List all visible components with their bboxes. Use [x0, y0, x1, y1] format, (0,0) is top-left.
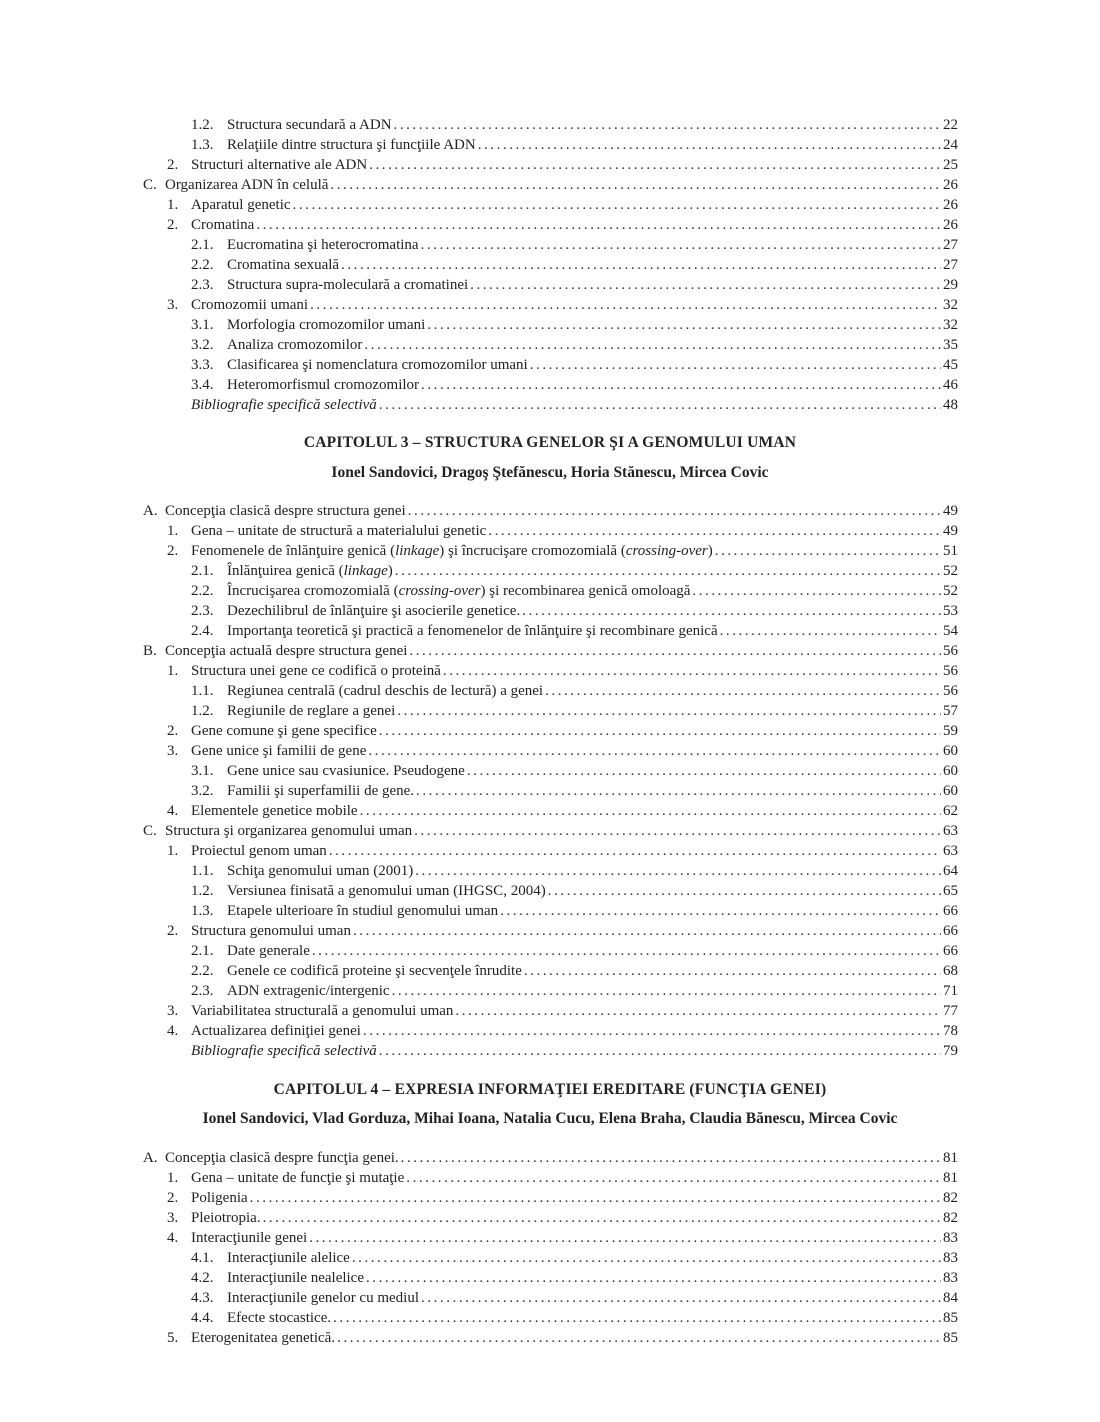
- toc-entry-number: 2.1.: [191, 943, 214, 959]
- toc-entry-number: 2.: [167, 543, 179, 559]
- toc-entry-label: Bibliografie specifică selectivă: [191, 1043, 377, 1059]
- toc-entry-label: Regiunea centrală (cadrul deschis de lectură) a genei: [227, 683, 544, 699]
- toc-entry-label: Eucromatina şi heterocromatina: [227, 237, 419, 253]
- toc-entry-number: 1.2.: [191, 117, 214, 133]
- toc-entry-page-number: 62: [943, 803, 958, 819]
- toc-entry-page-number: 26: [943, 197, 958, 213]
- toc-entry: [143, 315, 958, 335]
- toc-entry: [143, 981, 958, 1001]
- toc-entry-number: 5.: [167, 1330, 179, 1346]
- toc-entry-label: Variabilitatea structurală a genomului uman: [191, 1003, 454, 1019]
- toc-entry: [143, 255, 958, 275]
- toc-entry-leader-dots: [364, 335, 941, 355]
- toc-entry-leader-dots: [524, 961, 941, 981]
- toc-entry-leader-dots: [293, 195, 941, 215]
- toc-entry-page-number: 32: [943, 317, 958, 333]
- chapter-4-authors: Ionel Sandovici, Vlad Gorduza, Mihai Ioana, Natalia Cucu, Elena Braha, Claudia Bănescu, Mircea Covic: [202, 1110, 898, 1127]
- toc-entry: [143, 1228, 958, 1248]
- toc-entry-page-number: 54: [943, 623, 958, 639]
- toc-entry-leader-dots: [421, 1288, 941, 1308]
- toc-entry-page-number: 79: [943, 1043, 958, 1059]
- toc-entry-page-number: 56: [943, 683, 958, 699]
- toc-entry-page-number: 63: [943, 823, 958, 839]
- toc-entry: [143, 1308, 958, 1328]
- toc-entry-number: 3.2.: [191, 337, 214, 353]
- toc-entry-number: 2.: [167, 157, 179, 173]
- chapter-3-authors: Ionel Sandovici, Dragoş Ştefănescu, Horia Stănescu, Mircea Covic: [331, 464, 769, 481]
- toc-entry-leader-dots: [360, 801, 941, 821]
- toc-entry-page-number: 85: [943, 1330, 958, 1346]
- toc-entry-leader-dots: [406, 1168, 941, 1188]
- toc-entry-leader-dots: [263, 1208, 941, 1228]
- toc-entry-number: 3.3.: [191, 357, 214, 373]
- toc-entry-label: Genele ce codifică proteine şi secvenţele înrudite: [227, 963, 522, 979]
- toc-entry-label: Aparatul genetic: [191, 197, 291, 213]
- toc-entry: [143, 821, 958, 841]
- toc-entry-page-number: 53: [943, 603, 958, 619]
- toc-entry: [143, 335, 958, 355]
- toc-entry-page-number: 68: [943, 963, 958, 979]
- toc-block-chapter-2-end: [143, 115, 958, 415]
- toc-entry: [143, 175, 958, 195]
- toc-entry-label: Gene comune şi gene specifice: [191, 723, 377, 739]
- toc-entry-page-number: 81: [943, 1150, 958, 1166]
- toc-entry-leader-dots: [530, 355, 941, 375]
- toc-entry-number: 3.1.: [191, 317, 214, 333]
- toc-entry-label: Gena – unitate de structură a materialului genetic: [191, 523, 487, 539]
- toc-entry: [143, 961, 958, 981]
- toc-entry-page-number: 66: [943, 943, 958, 959]
- toc-entry: [143, 541, 958, 561]
- toc-entry-label: Cromatina: [191, 217, 255, 233]
- toc-entry-leader-dots: [369, 155, 941, 175]
- toc-entry-page-number: 78: [943, 1023, 958, 1039]
- toc-entry-label: Date generale: [227, 943, 310, 959]
- toc-entry-label: Actualizarea definiţiei genei: [191, 1023, 361, 1039]
- toc-entry: [143, 275, 958, 295]
- toc-entry-page-number: 25: [943, 157, 958, 173]
- toc-entry-leader-dots: [522, 601, 941, 621]
- toc-entry-leader-dots: [467, 761, 941, 781]
- toc-entry: [143, 941, 958, 961]
- toc-entry-leader-dots: [397, 701, 941, 721]
- toc-entry: [143, 861, 958, 881]
- toc-entry-number: 2.1.: [191, 563, 214, 579]
- toc-entry-leader-dots: [353, 921, 941, 941]
- toc-entry-number: 2.2.: [191, 963, 214, 979]
- toc-entry: [143, 1001, 958, 1021]
- toc-entry-label: Structura şi organizarea genomului uman: [165, 823, 413, 839]
- toc-entry: [143, 701, 958, 721]
- toc-entry-leader-dots: [488, 521, 941, 541]
- toc-entry-leader-dots: [715, 541, 941, 561]
- toc-entry-page-number: 64: [943, 863, 958, 879]
- chapter-4-title: CAPITOLUL 4 – EXPRESIA INFORMAŢIEI EREDITARE (FUNCŢIA GENEI): [273, 1081, 827, 1098]
- chapter-3-title: CAPITOLUL 3 – STRUCTURA GENELOR ŞI A GENOMULUI UMAN: [303, 434, 797, 451]
- toc-entry-label: Structura genomului uman: [191, 923, 351, 939]
- toc-entry-page-number: 27: [943, 257, 958, 273]
- toc-entry: [143, 1328, 958, 1348]
- toc-entry-page-number: 82: [943, 1210, 958, 1226]
- toc-entry-page-number: 35: [943, 337, 958, 353]
- toc-entry-number: 1.: [167, 843, 179, 859]
- toc-entry-page-number: 60: [943, 743, 958, 759]
- toc-entry-label: Clasificarea şi nomenclatura cromozomilor umani: [227, 357, 528, 373]
- toc-entry: [143, 681, 958, 701]
- toc-entry-number: 1.: [167, 1170, 179, 1186]
- toc-entry: [143, 581, 958, 601]
- toc-entry-number: 1.: [167, 663, 179, 679]
- toc-entry: [143, 521, 958, 541]
- toc-entry-label: Heteromorfismul cromozomilor: [227, 377, 420, 393]
- toc-entry-label: [227, 561, 393, 581]
- toc-entry: [143, 355, 958, 375]
- toc-entry-leader-dots: [366, 1268, 941, 1288]
- toc-entry-label: Morfologia cromozomilor umani: [227, 317, 426, 333]
- toc-entry-leader-dots: [414, 821, 941, 841]
- toc-entry-number: 2.2.: [191, 583, 214, 599]
- toc-entry-page-number: 46: [943, 377, 958, 393]
- toc-entry-leader-dots: [470, 275, 941, 295]
- toc-entry-label: Importanţa teoretică şi practică a fenomenelor de înlănţuire şi recombinare genică: [227, 623, 718, 639]
- toc-entry-label: Gene unice şi familii de gene: [191, 743, 367, 759]
- toc-entry-leader-dots: [545, 681, 941, 701]
- toc-entry-page-number: 83: [943, 1230, 958, 1246]
- toc-entry-label: Proiectul genom uman: [191, 843, 327, 859]
- toc-entry-number: 2.2.: [191, 257, 214, 273]
- toc-entry-label: Efecte stocastice.: [227, 1310, 332, 1326]
- toc-entry-leader-dots: [395, 561, 941, 581]
- toc-entry-page-number: 59: [943, 723, 958, 739]
- toc-entry-label: Pleiotropia.: [191, 1210, 261, 1226]
- toc-entry: [143, 761, 958, 781]
- toc-entry-label: Concepţia clasică despre funcţia genei.: [165, 1150, 399, 1166]
- toc-entry: [143, 721, 958, 741]
- toc-entry-number: 4.: [167, 1023, 179, 1039]
- toc-entry-page-number: 27: [943, 237, 958, 253]
- toc-entry: [143, 195, 958, 215]
- toc-entry-page-number: 48: [943, 397, 958, 413]
- toc-entry-label: Structuri alternative ale ADN: [191, 157, 368, 173]
- toc-entry-leader-dots: [443, 661, 941, 681]
- toc-entry-number: 3.1.: [191, 763, 214, 779]
- toc-entry-number: 1.1.: [191, 863, 214, 879]
- toc-entry-label-part: ) şi încrucişare cromozomială (: [439, 543, 626, 559]
- toc-entry-number: 2.: [167, 1190, 179, 1206]
- toc-entry-label: Eterogenitatea genetică.: [191, 1330, 336, 1346]
- toc-entry-page-number: 52: [943, 563, 958, 579]
- toc-entry-leader-dots: [421, 235, 941, 255]
- toc-entry-leader-dots: [692, 581, 941, 601]
- toc-entry-leader-dots: [394, 115, 941, 135]
- toc-entry: [143, 881, 958, 901]
- toc-entry-label: Analiza cromozomilor: [227, 337, 363, 353]
- toc-entry: [143, 1168, 958, 1188]
- toc-entry-page-number: 24: [943, 137, 958, 153]
- toc-entry-leader-dots: [337, 1328, 941, 1348]
- toc-entry: [143, 1288, 958, 1308]
- toc-entry: [143, 621, 958, 641]
- toc-entry-number: 3.2.: [191, 783, 214, 799]
- toc-entry-page-number: 60: [943, 763, 958, 779]
- toc-entry-label: Relaţiile dintre structura şi funcţiile ADN: [227, 137, 476, 153]
- toc-entry-number: 1.2.: [191, 703, 214, 719]
- toc-entry-label: Etapele ulterioare în studiul genomului uman: [227, 903, 499, 919]
- toc-entry-page-number: 85: [943, 1310, 958, 1326]
- toc-entry-number: C.: [143, 823, 157, 839]
- toc-entry: [143, 1248, 958, 1268]
- toc-entry-label: Interacţiunile alelice: [227, 1250, 350, 1266]
- toc-entry-page-number: 83: [943, 1270, 958, 1286]
- toc-entry-page-number: 71: [943, 983, 958, 999]
- toc-entry-number: 1.3.: [191, 137, 214, 153]
- toc-entry-leader-dots: [392, 981, 941, 1001]
- toc-entry-label: Structura unei gene ce codifică o proteină: [191, 663, 441, 679]
- toc-entry-number: 2.3.: [191, 277, 214, 293]
- toc-entry: [143, 741, 958, 761]
- toc-entry-label-part: Încrucişarea cromozomială (: [227, 583, 399, 599]
- toc-entry-page-number: 84: [943, 1290, 958, 1306]
- toc-entry-number: 4.: [167, 1230, 179, 1246]
- toc-entry-number: 4.: [167, 803, 179, 819]
- toc-entry-label-part: ) şi recombinarea genică omoloagă: [480, 583, 691, 599]
- toc-entry-leader-dots: [421, 375, 941, 395]
- toc-entry: [143, 921, 958, 941]
- toc-entry: [143, 395, 958, 415]
- toc-entry-label: Cromatina sexuală: [227, 257, 340, 273]
- toc-entry-number: 4.1.: [191, 1250, 214, 1266]
- toc-entry: [143, 295, 958, 315]
- toc-entry-leader-dots: [363, 1021, 941, 1041]
- toc-entry-number: 3.: [167, 1003, 179, 1019]
- toc-entry-page-number: 66: [943, 923, 958, 939]
- toc-entry-label: Gena – unitate de funcţie şi mutaţie: [191, 1170, 405, 1186]
- toc-entry-number: 2.3.: [191, 983, 214, 999]
- toc-entry-leader-dots: [368, 741, 941, 761]
- toc-entry-page-number: 56: [943, 643, 958, 659]
- toc-entry-number: 2.4.: [191, 623, 214, 639]
- toc-entry: [143, 1268, 958, 1288]
- toc-entry-leader-dots: [341, 255, 941, 275]
- toc-entry-number: 2.: [167, 923, 179, 939]
- toc-entry-page-number: 52: [943, 583, 958, 599]
- toc-entry-label: Dezechilibrul de înlănţuire şi asocierile genetice.: [227, 603, 521, 619]
- toc-entry-number: 4.3.: [191, 1290, 214, 1306]
- toc-entry-leader-dots: [478, 135, 941, 155]
- toc-entry: [143, 155, 958, 175]
- toc-entry: [143, 781, 958, 801]
- toc-entry-leader-dots: [408, 501, 941, 521]
- toc-entry-label: Versiunea finisată a genomului uman (IHGSC, 2004): [227, 883, 546, 899]
- toc-entry-leader-dots: [401, 1148, 941, 1168]
- toc-entry-leader-dots: [250, 1188, 941, 1208]
- toc-entry: [143, 1021, 958, 1041]
- toc-entry: [143, 801, 958, 821]
- toc-entry-number: 1.: [167, 523, 179, 539]
- toc-entry-number: 4.4.: [191, 1310, 214, 1326]
- toc-entry-label: Elementele genetice mobile: [191, 803, 358, 819]
- toc-entry-leader-dots: [329, 841, 941, 861]
- toc-entry-label-part: ): [707, 543, 713, 559]
- toc-entry-label: [227, 581, 690, 601]
- toc-entry-label: [191, 541, 713, 561]
- toc-entry-leader-dots: [333, 1308, 941, 1328]
- toc-entry-label: Structura secundară a ADN: [227, 117, 392, 133]
- toc-entry-number: 3.4.: [191, 377, 214, 393]
- toc-entry-label-part: Înlănţuirea genică (: [227, 563, 344, 579]
- toc-entry-page-number: 65: [943, 883, 958, 899]
- toc-entry-leader-dots: [548, 881, 941, 901]
- toc-entry-label: Regiunile de reglare a genei: [227, 703, 396, 719]
- toc-entry-leader-dots: [409, 641, 941, 661]
- toc-entry-number: 1.2.: [191, 883, 214, 899]
- toc-entry-page-number: 51: [943, 543, 958, 559]
- toc-entry: [143, 501, 958, 521]
- toc-entry: [143, 641, 958, 661]
- toc-entry-leader-dots: [310, 295, 941, 315]
- toc-entry-label: Concepţia actuală despre structura genei: [165, 643, 408, 659]
- toc-entry-page-number: 66: [943, 903, 958, 919]
- toc-entry-page-number: 63: [943, 843, 958, 859]
- toc-entry-label: Organizarea ADN în celulă: [165, 177, 329, 193]
- toc-entry-leader-dots: [720, 621, 941, 641]
- toc-entry-label: Concepţia clasică despre structura genei: [165, 503, 406, 519]
- toc-entry-label: Schiţa genomului uman (2001): [227, 863, 414, 879]
- toc-entry-label: Gene unice sau cvasiunice. Pseudogene: [227, 763, 465, 779]
- toc-entry: [143, 135, 958, 155]
- toc-entry-label-part: ): [387, 563, 393, 579]
- toc-entry-leader-dots: [415, 861, 941, 881]
- toc-entry-number: 2.3.: [191, 603, 214, 619]
- toc-entry-number: 3.: [167, 1210, 179, 1226]
- toc-entry-page-number: 49: [943, 503, 958, 519]
- toc-entry-leader-dots: [379, 395, 941, 415]
- toc-entry-label-italic-term: linkage: [395, 543, 440, 559]
- toc-entry: [143, 841, 958, 861]
- toc-entry-page-number: 56: [943, 663, 958, 679]
- toc-entry-leader-dots: [416, 781, 941, 801]
- toc-entry-page-number: 26: [943, 217, 958, 233]
- toc-entry-leader-dots: [427, 315, 941, 335]
- toc-entry-label: Familii şi superfamilii de gene.: [227, 783, 415, 799]
- toc-entry-number: 4.2.: [191, 1270, 214, 1286]
- toc-entry-number: A.: [143, 1150, 158, 1166]
- toc-entry-number: 1.: [167, 197, 179, 213]
- toc-entry-leader-dots: [455, 1001, 941, 1021]
- toc-entry-leader-dots: [500, 901, 941, 921]
- toc-entry-page-number: 45: [943, 357, 958, 373]
- toc-entry-leader-dots: [379, 1041, 941, 1061]
- toc-entry: [143, 115, 958, 135]
- toc-entry-number: 3.: [167, 743, 179, 759]
- toc-entry: [143, 235, 958, 255]
- toc-entry-page-number: 32: [943, 297, 958, 313]
- toc-block-chapter-3: [143, 501, 958, 1061]
- toc-entry-leader-dots: [330, 175, 941, 195]
- toc-entry-label: ADN extragenic/intergenic: [227, 983, 390, 999]
- toc-entry-page-number: 49: [943, 523, 958, 539]
- toc-entry-label: Cromozomii umani: [191, 297, 309, 313]
- toc-entry: [143, 661, 958, 681]
- toc-entry-number: A.: [143, 503, 158, 519]
- toc-entry-label: Interacţiunile genelor cu mediul: [227, 1290, 420, 1306]
- toc-entry-leader-dots: [352, 1248, 941, 1268]
- toc-entry: [143, 1148, 958, 1168]
- toc-entry-number: 2.: [167, 723, 179, 739]
- toc-entry-label-italic-term: crossing-over: [625, 543, 708, 559]
- toc-entry-label: Bibliografie specifică selectivă: [191, 397, 377, 413]
- toc-entry: [143, 1208, 958, 1228]
- toc-entry-label: Interacţiunile nealelice: [227, 1270, 364, 1286]
- toc-entry-leader-dots: [379, 721, 941, 741]
- toc-block-chapter-4: [143, 1148, 958, 1348]
- toc-entry-label-part: Fenomenele de înlănţuire genică (: [191, 543, 396, 559]
- toc-entry-number: 1.1.: [191, 683, 214, 699]
- toc-entry-page-number: 81: [943, 1170, 958, 1186]
- toc-entry-page-number: 22: [943, 117, 958, 133]
- toc-entry: [143, 375, 958, 395]
- toc-entry-page-number: 82: [943, 1190, 958, 1206]
- toc-entry-number: 1.3.: [191, 903, 214, 919]
- toc-entry: [143, 1188, 958, 1208]
- toc-entry-label-italic-term: linkage: [343, 563, 388, 579]
- toc-entry-page-number: 57: [943, 703, 958, 719]
- toc-entry-number: 3.: [167, 297, 179, 313]
- toc-entry: [143, 1041, 958, 1061]
- toc-entry-page-number: 77: [943, 1003, 958, 1019]
- toc-entry-label: Interacţiunile genei: [191, 1230, 308, 1246]
- toc-entry-number: 2.: [167, 217, 179, 233]
- toc-entry-page-number: 83: [943, 1250, 958, 1266]
- toc-entry-number: C.: [143, 177, 157, 193]
- toc-entry-number: B.: [143, 643, 157, 659]
- toc-entry-label-italic-term: crossing-over: [398, 583, 481, 599]
- toc-entry-page-number: 29: [943, 277, 958, 293]
- toc-entry-page-number: 60: [943, 783, 958, 799]
- toc-entry: [143, 601, 958, 621]
- toc-entry-leader-dots: [256, 215, 941, 235]
- toc-entry-label: Poligenia: [191, 1190, 248, 1206]
- toc-entry-page-number: 26: [943, 177, 958, 193]
- toc-entry: [143, 561, 958, 581]
- toc-entry-leader-dots: [312, 941, 941, 961]
- toc-entry-number: 2.1.: [191, 237, 214, 253]
- toc-entry-label: Structura supra-moleculară a cromatinei: [227, 277, 469, 293]
- toc-entry: [143, 901, 958, 921]
- toc-entry: [143, 215, 958, 235]
- toc-entry-leader-dots: [309, 1228, 941, 1248]
